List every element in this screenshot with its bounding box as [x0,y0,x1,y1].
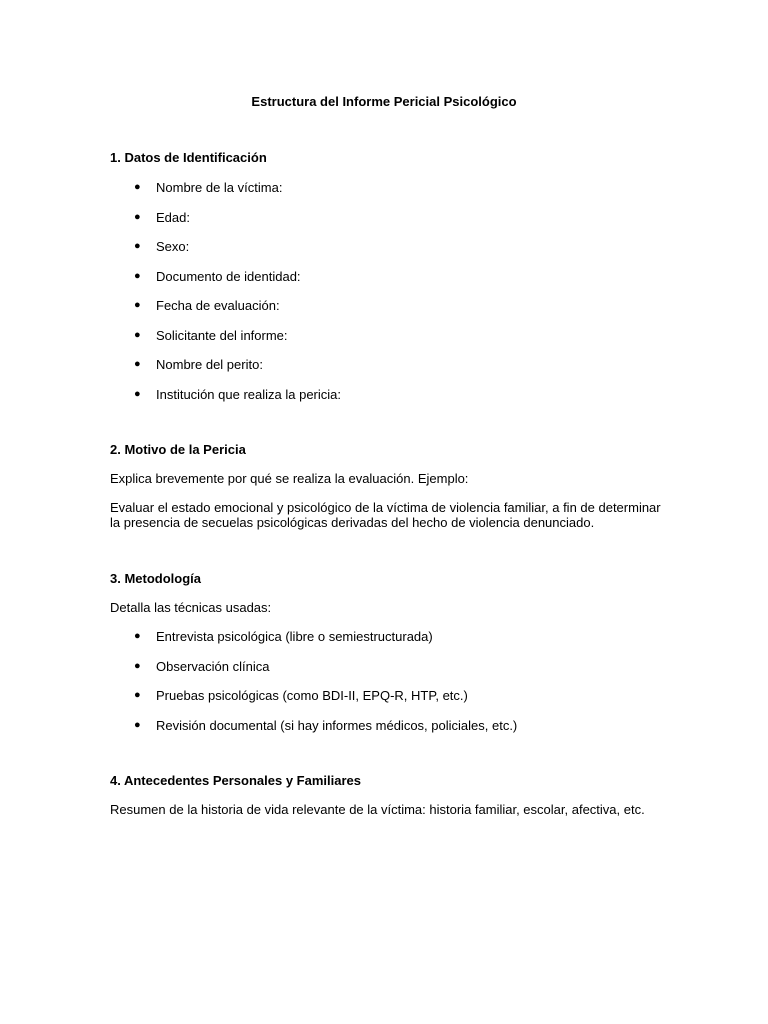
section-motivo-pericia [110,442,670,530]
bullet-icon: ● [134,387,141,400]
list-item-text: Fecha de evaluación: [156,298,280,313]
list-item [110,659,670,674]
list-item [110,688,670,703]
bullet-icon: ● [134,269,141,282]
bullet-icon: ● [134,689,141,701]
list-item [110,387,670,402]
bullet-icon: ● [134,659,141,672]
bullet-icon: ● [134,299,141,311]
section-heading: 4. Antecedentes Personales y Familiares [110,773,361,788]
list-item [110,357,670,372]
list-item-text: Entrevista psicológica (libre o semiestructurada) [156,629,433,644]
document-title: Estructura del Informe Pericial Psicológico [251,94,517,109]
list-item-text: Institución que realiza la pericia: [156,386,341,402]
list-item-text: Nombre del perito: [156,357,263,372]
bullet-icon: ● [134,630,141,642]
list-item-text: Edad: [156,209,190,225]
section-heading: 2. Motivo de la Pericia [110,442,246,457]
paragraph: Resumen de la historia de vida relevante de la víctima: historia familiar, escolar, afectiva, etc. [110,802,645,817]
bullet-icon: ● [134,181,141,193]
bullet-icon: ● [134,240,141,252]
section-heading: 3. Metodología [110,571,201,586]
list-item-text: Sexo: [156,239,190,254]
list-item-text: Solicitante del informe: [156,327,288,343]
list-item [110,629,670,644]
paragraph: Evaluar el estado emocional y psicológico de la víctima de violencia familiar, a fin de determinar la presencia de secuelas psicológicas derivadas del hecho de violencia denunciado. [110,500,661,530]
list-item-text: Observación clínica [156,658,270,674]
list-item-text: Nombre de la víctima: [156,180,283,195]
bullet-list [110,629,670,733]
list-item [110,328,670,343]
list-item [110,239,670,254]
list-item [110,269,670,284]
bullet-icon: ● [134,210,141,223]
list-item [110,210,670,225]
section-datos-identificacion [110,150,670,416]
list-item-text: Documento de identidad: [156,268,301,284]
section-metodologia [110,571,670,747]
paragraph: Detalla las técnicas usadas: [110,600,272,615]
bullet-icon: ● [134,328,141,341]
paragraph: Explica brevemente por qué se realiza la evaluación. Ejemplo: [110,471,469,486]
bullet-list [110,180,670,402]
bullet-icon: ● [134,718,141,731]
bullet-icon: ● [134,358,141,370]
list-item [110,298,670,313]
section-antecedentes [110,773,670,817]
list-item [110,718,670,733]
list-item-text: Revisión documental (si hay informes médicos, policiales, etc.) [156,717,518,733]
section-heading: 1. Datos de Identificación [110,150,267,165]
list-item-text: Pruebas psicológicas (como BDI-II, EPQ-R, HTP, etc.) [156,688,468,703]
list-item [110,180,670,195]
